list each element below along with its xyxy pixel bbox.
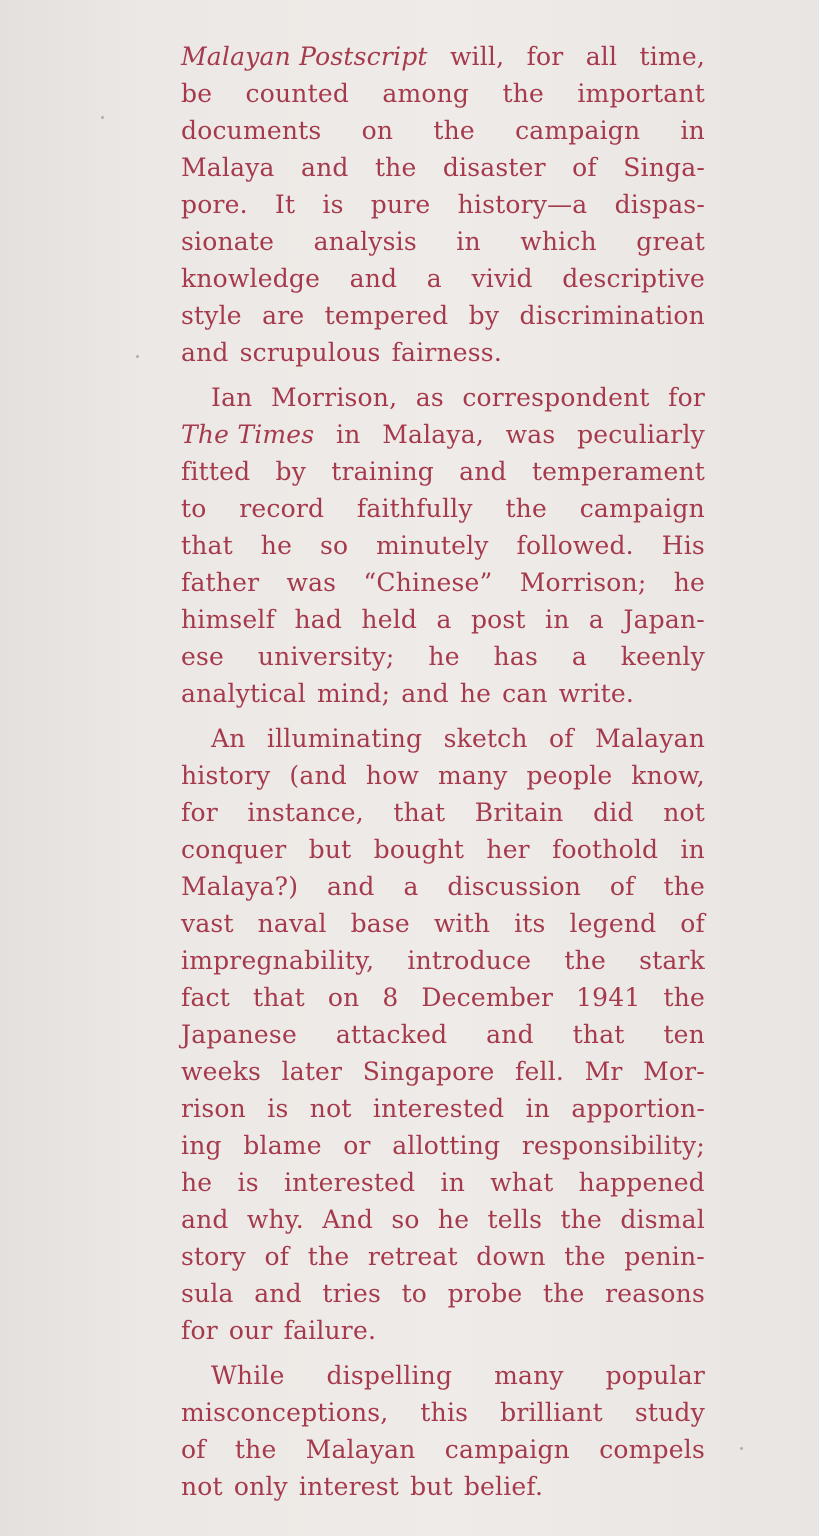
word: Japanese (181, 1020, 297, 1049)
word: many (494, 1361, 564, 1390)
word: Malayan Postscript (181, 42, 428, 71)
word: discussion (447, 872, 582, 901)
word: her (486, 835, 530, 864)
blurb-text-column (181, 38, 705, 1513)
text-line (181, 1468, 705, 1505)
word: can (502, 679, 548, 708)
word: apportion- (571, 1094, 705, 1123)
word: that (252, 983, 305, 1012)
word: discrimination (519, 301, 705, 330)
word: instance, (247, 798, 364, 827)
word: dispas- (614, 190, 705, 219)
word: and (181, 1205, 229, 1234)
text-line (181, 942, 705, 979)
word: its (514, 909, 546, 938)
word: of (680, 909, 705, 938)
word: tells (487, 1205, 543, 1234)
word: was (505, 420, 556, 449)
word: minutely (376, 531, 489, 560)
text-line (181, 979, 705, 1016)
text-line (181, 1164, 705, 1201)
text-line (181, 297, 705, 334)
word: for (181, 1316, 218, 1345)
word: why. (246, 1205, 304, 1234)
word: history—a (457, 190, 588, 219)
word: brilliant (500, 1398, 603, 1427)
paragraph-1 (181, 38, 705, 371)
word: Malaya (181, 153, 275, 182)
word: many (437, 761, 508, 790)
text-line (181, 149, 705, 186)
word: impregnability, (181, 946, 375, 975)
word: compels (599, 1435, 705, 1464)
word: in (456, 227, 481, 256)
word: but (410, 1472, 453, 1501)
word: and (401, 679, 449, 708)
paper-speck (101, 116, 104, 119)
word: scrupulous (239, 338, 381, 367)
word: for (181, 798, 218, 827)
word: in (440, 1168, 465, 1197)
word: a (436, 605, 452, 634)
paragraph-4 (181, 1357, 705, 1505)
word: the (543, 1279, 585, 1308)
word: dispelling (326, 1361, 453, 1390)
word: popular (605, 1361, 705, 1390)
word: fact (181, 983, 231, 1012)
word: later (281, 1057, 343, 1086)
word: that (572, 1020, 625, 1049)
word: ten (663, 1020, 705, 1049)
word: The Times (181, 420, 315, 449)
word: sketch (443, 724, 528, 753)
word: not (181, 1472, 223, 1501)
word: but (308, 835, 352, 864)
text-line (181, 260, 705, 297)
word: in (336, 420, 361, 449)
text-line (181, 831, 705, 868)
word: study (634, 1398, 705, 1427)
word: introduce (407, 946, 532, 975)
word: know, (631, 761, 705, 790)
word: naval (257, 909, 327, 938)
text-line (181, 223, 705, 260)
word: university; (257, 642, 395, 671)
word: of (181, 1435, 206, 1464)
word: reasons (605, 1279, 705, 1308)
word: he (181, 1168, 213, 1197)
word: campaign (515, 116, 641, 145)
word: so (319, 531, 349, 560)
word: the (564, 1242, 606, 1271)
text-line (181, 1127, 705, 1164)
word: with (433, 909, 491, 938)
word: by (468, 301, 500, 330)
text-line (181, 186, 705, 223)
word: interested (283, 1168, 416, 1197)
word: post (470, 605, 526, 634)
word: documents (181, 116, 322, 145)
word: failure. (283, 1316, 377, 1345)
word: An (211, 724, 246, 753)
word: interest (298, 1472, 400, 1501)
word: to (401, 1279, 428, 1308)
text-line (181, 379, 705, 416)
word: Ian (211, 383, 253, 412)
word: he (459, 679, 492, 708)
word: knowledge (181, 264, 321, 293)
text-line (181, 675, 705, 712)
word: write. (558, 679, 635, 708)
word: he (673, 568, 705, 597)
word: retreat (367, 1242, 458, 1271)
word: only (233, 1472, 288, 1501)
text-line (181, 1357, 705, 1394)
word: not (663, 798, 705, 827)
text-line (181, 794, 705, 831)
word: weeks (181, 1057, 261, 1086)
word: Mor- (643, 1057, 705, 1086)
word: on (327, 983, 360, 1012)
text-line (181, 1238, 705, 1275)
word: and (254, 1279, 302, 1308)
word: or (343, 1131, 371, 1160)
word: training (331, 457, 434, 486)
word: counted (245, 79, 350, 108)
word: by (275, 457, 307, 486)
word: disaster (442, 153, 546, 182)
word: Malaya, (382, 420, 484, 449)
word: Britain (474, 798, 564, 827)
word: for (668, 383, 705, 412)
word: a (571, 642, 587, 671)
word: fitted (181, 457, 251, 486)
word: Malayan (595, 724, 705, 753)
word: and (181, 338, 229, 367)
word: not (309, 1094, 352, 1123)
word: attacked (335, 1020, 448, 1049)
word: analytical (181, 679, 306, 708)
word: campaign (579, 494, 705, 523)
word: a (588, 605, 604, 634)
word: story (181, 1242, 247, 1271)
word: illuminating (266, 724, 423, 753)
word: which (520, 227, 597, 256)
word: allotting (392, 1131, 501, 1160)
word: dismal (620, 1205, 705, 1234)
word: history (181, 761, 271, 790)
word: Malayan (305, 1435, 416, 1464)
word: His (661, 531, 705, 560)
word: of (609, 872, 635, 901)
paragraph-2 (181, 379, 705, 712)
word: the (564, 946, 606, 975)
word: the (560, 1205, 603, 1234)
word: he (428, 642, 460, 671)
word: how (365, 761, 420, 790)
word: conquer (181, 835, 287, 864)
word: belief. (463, 1472, 544, 1501)
word: And (322, 1205, 374, 1234)
word: down (476, 1242, 546, 1271)
word: of (264, 1242, 290, 1271)
word: misconceptions, (181, 1398, 389, 1427)
text-line (181, 75, 705, 112)
word: did (593, 798, 634, 827)
word: the (433, 116, 475, 145)
word: foothold (552, 835, 659, 864)
word: followed. (516, 531, 634, 560)
word: 1941 (576, 983, 641, 1012)
word: great (636, 227, 705, 256)
word: to (181, 494, 207, 523)
word: and (327, 872, 375, 901)
word: are (262, 301, 305, 330)
word: this (420, 1398, 469, 1427)
word: peculiarly (577, 420, 705, 449)
word: a (426, 264, 442, 293)
word: and (300, 153, 349, 182)
text-line (181, 1312, 705, 1349)
word: be (181, 79, 213, 108)
word: time, (639, 42, 705, 71)
word: responsibility; (521, 1131, 705, 1160)
word: our (228, 1316, 273, 1345)
word: in (680, 835, 705, 864)
word: legend (569, 909, 657, 938)
text-line (181, 1431, 705, 1468)
word: Japan- (623, 605, 705, 634)
word: Malaya?) (181, 872, 299, 901)
word: what (490, 1168, 554, 1197)
text-line (181, 1201, 705, 1238)
word: keenly (620, 642, 705, 671)
text-line (181, 601, 705, 638)
word: sula (181, 1279, 234, 1308)
word: blame (243, 1131, 322, 1160)
word: was (286, 568, 337, 597)
word: of (572, 153, 597, 182)
word: is (237, 1168, 259, 1197)
text-line (181, 1275, 705, 1312)
word: himself (181, 605, 276, 634)
word: interested (372, 1094, 505, 1123)
word: It (274, 190, 296, 219)
word: that (181, 531, 233, 560)
text-line (181, 38, 705, 75)
word: record (239, 494, 325, 523)
text-line (181, 112, 705, 149)
word: Singa- (623, 153, 705, 182)
text-line (181, 1053, 705, 1090)
word: and (459, 457, 507, 486)
word: fell. (515, 1057, 565, 1086)
word: December (421, 983, 554, 1012)
word: “Chinese” (363, 568, 493, 597)
word: style (181, 301, 242, 330)
word: for (526, 42, 564, 71)
word: While (211, 1361, 285, 1390)
text-line (181, 490, 705, 527)
text-line (181, 564, 705, 601)
word: the (374, 153, 417, 182)
text-line (181, 638, 705, 675)
word: the (505, 494, 547, 523)
word: correspondent (462, 383, 650, 412)
word: ese (181, 642, 225, 671)
word: Morrison, (270, 383, 398, 412)
word: vast (181, 909, 234, 938)
word: among (382, 79, 470, 108)
word: sionate (181, 227, 275, 256)
word: important (577, 79, 705, 108)
word: the (234, 1435, 277, 1464)
word: tempered (324, 301, 449, 330)
text-line (181, 757, 705, 794)
paper-speck (740, 1447, 743, 1450)
word: temperament (531, 457, 705, 486)
word: mind; (316, 679, 391, 708)
word: so (391, 1205, 420, 1234)
word: rison (181, 1094, 246, 1123)
word: probe (447, 1279, 523, 1308)
word: the (307, 1242, 350, 1271)
word: Morrison; (519, 568, 647, 597)
word: happened (578, 1168, 705, 1197)
text-line (181, 416, 705, 453)
text-line (181, 1394, 705, 1431)
paragraph-3 (181, 720, 705, 1349)
word: as (415, 383, 444, 412)
word: of (549, 724, 574, 753)
word: in (525, 1094, 551, 1123)
text-line (181, 905, 705, 942)
word: in (545, 605, 570, 634)
word: he (260, 531, 293, 560)
text-line (181, 453, 705, 490)
word: 8 (382, 983, 399, 1012)
word: on (361, 116, 394, 145)
text-line (181, 1090, 705, 1127)
word: the (663, 872, 705, 901)
word: faithfully (356, 494, 473, 523)
word: is (322, 190, 344, 219)
word: will, (449, 42, 505, 71)
word: the (502, 79, 545, 108)
text-line (181, 334, 705, 371)
word: a (403, 872, 419, 901)
word: pure (370, 190, 431, 219)
word: had (294, 605, 343, 634)
word: stark (639, 946, 705, 975)
word: all (585, 42, 618, 71)
word: Singapore (362, 1057, 495, 1086)
text-line (181, 1016, 705, 1053)
text-line (181, 527, 705, 564)
word: base (350, 909, 410, 938)
word: and (349, 264, 398, 293)
word: the (663, 983, 705, 1012)
word: he (437, 1205, 470, 1234)
text-line (181, 720, 705, 757)
word: that (393, 798, 446, 827)
word: campaign (444, 1435, 570, 1464)
word: bought (373, 835, 465, 864)
word: has (493, 642, 538, 671)
word: held (361, 605, 418, 634)
word: Mr (584, 1057, 623, 1086)
word: people (526, 761, 613, 790)
word: in (680, 116, 705, 145)
word: (and (289, 761, 347, 790)
word: pore. (181, 190, 248, 219)
word: vivid (471, 264, 533, 293)
paper-speck (136, 355, 139, 358)
word: ing (181, 1131, 222, 1160)
word: is (267, 1094, 289, 1123)
word: father (181, 568, 260, 597)
word: fairness. (391, 338, 502, 367)
word: tries (322, 1279, 381, 1308)
text-line (181, 868, 705, 905)
word: and (486, 1020, 534, 1049)
word: descriptive (562, 264, 705, 293)
word: analysis (313, 227, 417, 256)
word: penin- (624, 1242, 705, 1271)
